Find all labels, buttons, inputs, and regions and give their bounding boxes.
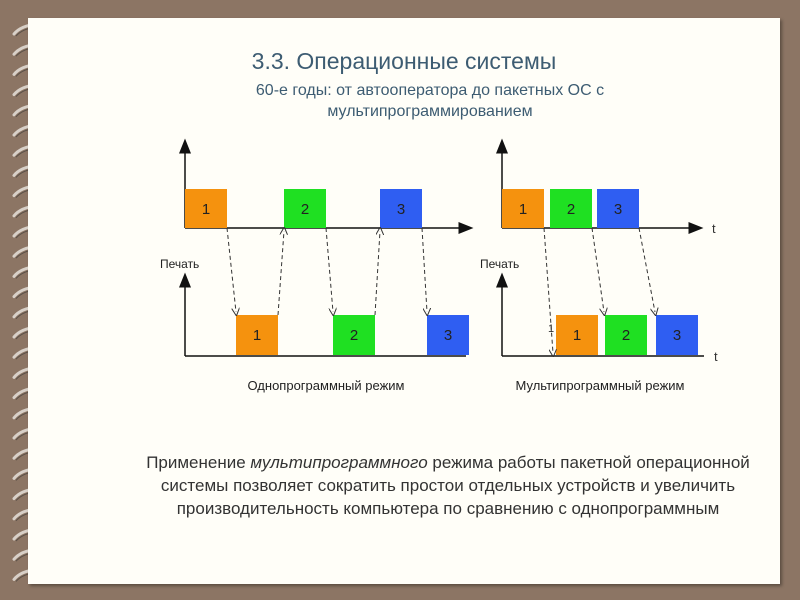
left-caption: Однопрограммный режим (247, 378, 405, 393)
right-task-1-cpu-label: 1 (518, 201, 528, 218)
right-caption: Мультипрограммный режим (515, 378, 685, 393)
right-arrow-2-down (592, 228, 604, 312)
right-bottom-t-label: t (714, 349, 718, 364)
left-arrow-1-up (278, 231, 284, 315)
body-paragraph (138, 451, 758, 520)
left-task-3-cpu-label: 3 (396, 201, 406, 218)
left-print-label: Печать (160, 257, 200, 271)
right-task-3-print-label: 3 (672, 327, 682, 344)
slide (28, 18, 780, 584)
left-task-3-print-label: 3 (443, 327, 453, 344)
right-print-label: Печать (480, 257, 520, 271)
slide-title: 3.3. Операционные системы (251, 48, 557, 74)
body-text-part-1: Применение (146, 453, 251, 472)
left-task-2-cpu-label: 2 (300, 201, 310, 218)
left-arrow-3-down (422, 228, 427, 312)
left-task-1-cpu-label: 1 (201, 201, 211, 218)
slide-subtitle: 60-е годы: от автооператора до пакетных ОС с мультипрограммированием (255, 82, 605, 120)
right-task-2-print-label: 2 (621, 327, 631, 344)
left-task-1-print-label: 1 (252, 327, 262, 344)
right-task-3-cpu-label: 3 (613, 201, 623, 218)
body-text-part-3: режима работы пакетной операционной системы позволяет сократить простои отдельных устройств и увеличить производительность компьютера по сравнению с однопрограммным (160, 453, 750, 518)
right-arrow-3-down (639, 228, 655, 312)
left-task-2-print-label: 2 (349, 327, 359, 344)
left-arrow-2-down (326, 228, 333, 312)
right-marker-digit: 1 (548, 323, 555, 335)
timing-diagram (28, 18, 780, 438)
right-task-2-cpu-label: 2 (566, 201, 576, 218)
left-arrow-1-down (227, 228, 236, 312)
body-text-emphasis: мультипрограммного (250, 453, 428, 472)
multi-program-diagram (480, 146, 718, 393)
right-task-1-print-label: 1 (572, 327, 582, 344)
left-arrow-2-up (375, 231, 380, 315)
right-top-t-label: t (712, 221, 716, 236)
single-program-diagram (160, 146, 469, 393)
